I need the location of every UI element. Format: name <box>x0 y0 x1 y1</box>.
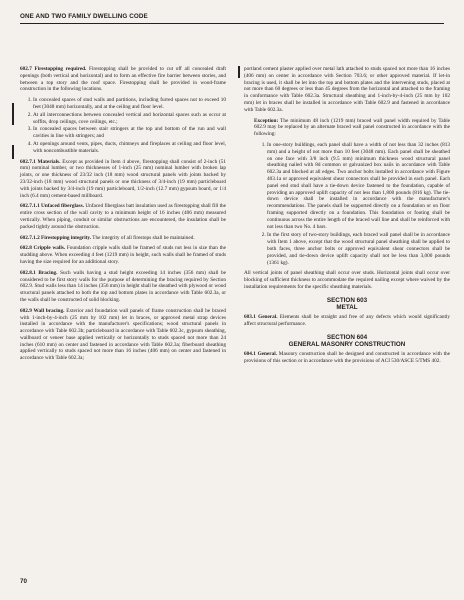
list-item: 1. In one-story buildings, each panel shall have a width of not less than 32 inches (813 mm) and a height of not more than 10 feet (3048 mm). Each panel shall be sheathed on one face with 3/8 inch (9.5 mm) minimum thickness wood structural panel sheathing nailed with 8d common or galvanized box nails in accordance with Table 602.3a and blocked at all edges. Two anchor bolts installed in accordance with Figure 403.1a or approved equivalent shear connectors shall be provided in each panel. Each panel end stud shall have a tie-down device fastened to the foundation, capable of providing an approved uplift capacity of not less than 1,800 pounds (816 kg). The tie-down device shall be installed in accordance with the manufacturer's recommendations. The panels shall be supported directly on a foundation or on floor framing supported directly on a foundation. This foundation or footing shall be continuous across the entire length of the braced wall line and shall be reinforced with not less than two No. 4 bars. <box>267 142 450 230</box>
section-603-title <box>244 297 450 311</box>
section-602-7-1-1-text: Unfaced fiberglass batt insulation used as firestopping shall fill the entire cross section of the wall cavity to a minimum height of 16 inches (406 mm) measured vertically. When piping, conduit or similar obstructions are encountered, the insulation shall be packed tightly around the obstruction. <box>20 203 227 230</box>
section-602-8 <box>20 245 226 265</box>
section-604-number: SECTION 604 <box>326 333 368 341</box>
section-604-1 <box>244 351 450 365</box>
list-item: 2. At all interconnections between concealed vertical and horizontal spaces such as occur at soffits, drop ceilings, cove ceilings, etc.; <box>33 112 226 126</box>
section-602-7 <box>20 66 226 93</box>
exception-text: The minimum 48 inch (1219 mm) braced wall panel width required by Table 602.9 may be replaced by an alternate braced wall panel constructed in accordance with the following: <box>254 117 450 138</box>
list-item: 1. In concealed spaces of stud walls and partitions, including furred spaces not to exceed 10 feet (3048 mm) horizontally, and at the ceiling and floor level. <box>33 97 226 111</box>
section-604-title <box>244 334 450 348</box>
section-602-8-heading: 602.8 Cripple walls. <box>20 245 66 252</box>
section-602-7-1-heading: 602.7.1 Materials. <box>20 158 61 165</box>
section-603-1-text: Elements shall be straight and free of any defects which would significantly affect structural performance. <box>244 314 451 327</box>
section-603-name: METAL <box>336 303 358 311</box>
section-602-9 <box>20 308 226 362</box>
exception-list <box>254 142 450 266</box>
section-602-7-1 <box>20 159 226 200</box>
left-column <box>20 66 226 366</box>
exception-block <box>254 118 450 267</box>
revision-bar-left <box>12 103 14 125</box>
section-602-7-heading: 602.7 Firestopping required. <box>20 66 87 72</box>
section-602-8-1-text: Such walls having a stud height exceeding 14 inches (356 mm) shall be considered to be first story walls for the purpose of determining the bracing required by Section 602.9. Stud walls less than 14 inches (356 mm) in height shall be sheathed with plywood or wood structural panels attached to both the top and bottom plates in accordance with Table 602.3a, or the walls shall be constructed of solid blocking. <box>20 269 226 303</box>
sheathing-joints-paragraph: All vertical joints of panel sheathing shall occur over studs. Horizontal joints shall occur over blocking of sufficient thickness to accommodate the required nailing except where waived by the installation requirements for the specific sheathing materials. <box>244 270 450 290</box>
section-602-7-1-1-heading: 602.7.1.1 Unfaced fiberglass. <box>20 203 84 210</box>
section-602-7-1-2-heading: 602.7.1.2 Firestopping integrity. <box>20 234 92 241</box>
section-602-8-1-heading: 602.8.1 Bracing. <box>20 269 58 276</box>
section-602-7-1-2 <box>20 235 226 242</box>
section-604-1-text: Masonry construction shall be designed and constructed in accordance with the provisions of this section or in accordance with the provisions of ACI 530/ASCE 5/TMS 402. <box>244 351 451 364</box>
section-604-1-heading: 604.1 General. <box>244 351 277 358</box>
section-602-9-continued: portland cement plaster applied over metal lath attached to studs spaced not more than 16 inches (406 mm) on center in accordance with Section 703.6; or other approved material. If let-in bracing is used, it shall be let into the top and bottom plates and the intervening studs, placed at not more than 60 degrees or less than 45 degrees from the horizontal and attached to the framing in conformance with Table 602.3a. Structural sheathing and 1-inch-by-4-inch (25 mm by 102 mm) let in braces shall be installed in accordance with Table 602.9 and fastened in accordance with Table 602.3a. <box>244 66 450 113</box>
revision-bar-left-2 <box>12 145 14 159</box>
right-column <box>244 66 450 369</box>
page-number: 70 <box>20 578 28 585</box>
list-item: 3. In concealed spaces between stair stringers at the top and bottom of the run and wall cavities in line with stringers; and <box>33 126 226 140</box>
section-602-7-1-text: Except as provided in Item 4 above, firestopping shall consist of 2-inch (51 mm) nominal lumber, or two thicknesses of 1-inch (25 mm) nominal lumber with broken lap joints, or one thickness of 23/32 inch (18 mm) wood structural panels with joints backed by 23/32-inch (18 mm) wood structural panels or one thickness of 3/4-inch (19 mm) particleboard with joints backed by 3/4-inch (19 mm) particleboard, 1/2-inch (12.7 mm) gypsum board, or 1/4 inch (6.4 mm) cement-based millboard. <box>20 158 226 199</box>
section-602-7-1-1 <box>20 203 226 230</box>
section-602-8-text: Foundation cripple walls shall be framed of studs not less in size than the studding above. When exceeding 4 feet (1219 mm) in height, such walls shall be framed of studs having the size required for an additional story. <box>20 245 226 265</box>
list-item: 2. In the first story of two-story buildings, each braced wall panel shall be in accordance with Item 1 above, except that the wood structural panel sheathing shall be applied to both faces, three anchor bolts or approved equivalent shear connectors shall be provided, and tie-down device uplift capacity shall not be less than 3,000 pounds (1361 kg). <box>267 232 450 266</box>
section-603-1 <box>244 314 450 328</box>
list-item: 4. At openings around vents, pipes, ducts, chimneys and fireplaces at ceiling and floor level, with noncombustible materials. <box>33 141 226 155</box>
section-602-8-1 <box>20 270 226 304</box>
exception <box>254 118 450 138</box>
section-603-1-heading: 603.1 General. <box>244 314 278 321</box>
section-602-9-text: Exterior and foundation wall panels of frame construction shall be braced with 1-inch-by-4-inch (25 mm by 102 mm) let in braces, or approved metal strap devices installed in accordance with the manufacturer's specifications; wood structural panels in accordance with Table 602.3b; particleboard in accordance with Table 602.3c, gypsum sheathing, wallboard or veneer base applied vertically or horizontally to studs spaced not more than 24 inches (610 mm) on center and fastened in accordance with Table 602.3a; fiberboard sheathing applied vertically to studs spaced not more than 16 inches (406 mm) on center and fastened in accordance with Table 602.3a; <box>20 307 227 362</box>
section-602-7-1-2-text: The integrity of all firestops shall be maintained. <box>91 234 195 241</box>
section-604-name: GENERAL MASONRY CONSTRUCTION <box>288 340 406 348</box>
section-602-9-heading: 602.9 Wall bracing. <box>20 307 65 314</box>
exception-heading: Exception: <box>254 117 279 124</box>
header-rule <box>20 23 444 24</box>
running-header: ONE AND TWO FAMILY DWELLING CODE <box>20 13 148 20</box>
firestop-locations-list <box>20 97 226 154</box>
section-602-7-text: Firestopping shall be provided to cut off all concealed draft openings (both vertical and horizontal) and to form an effective fire barrier between stories, and between a top story and the roof space. Firestopping shall be provided in wood-frame construction in the following locations. <box>20 66 227 93</box>
revision-bar-right <box>238 66 240 78</box>
section-603-number: SECTION 603 <box>326 296 368 304</box>
